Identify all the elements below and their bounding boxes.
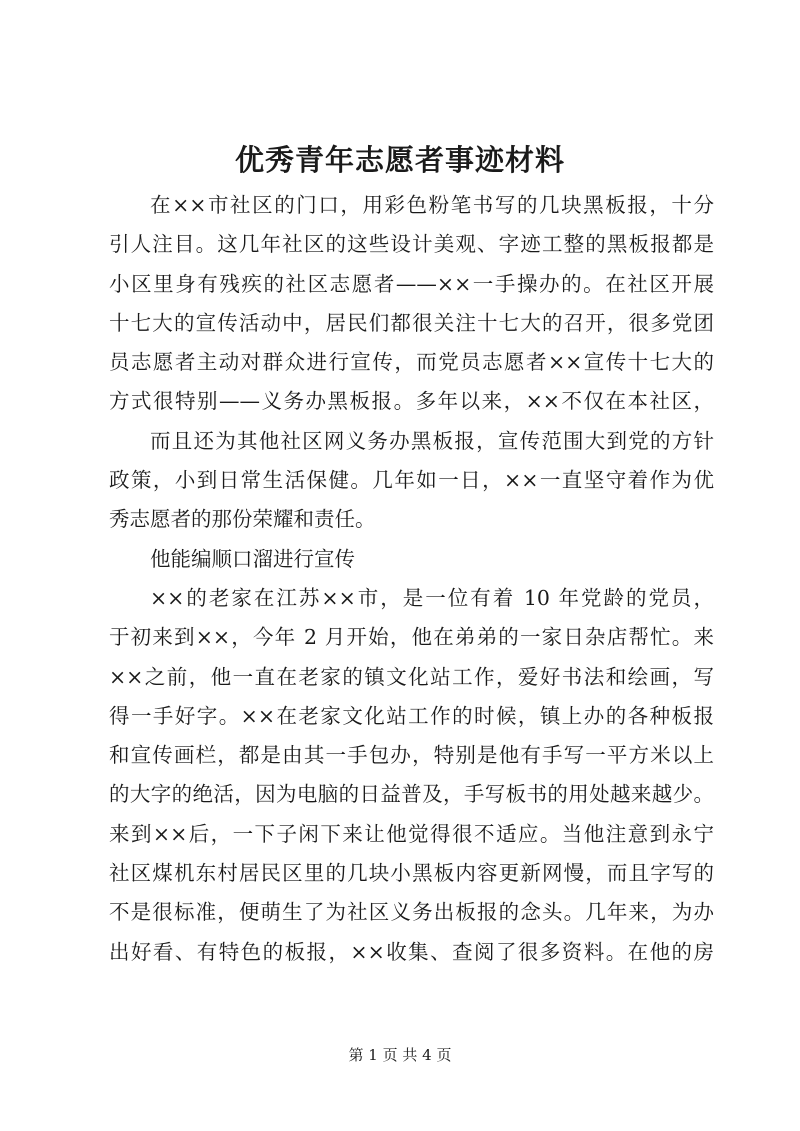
page-number-footer: 第 1 页 共 4 页 xyxy=(348,1046,452,1064)
text-line: 十七大的宣传活动中，居民们都很关注十七大的召开，很多党团 xyxy=(109,310,714,335)
section-heading: 他能编顺口溜进行宣传 xyxy=(150,546,355,571)
text-line: 在××市社区的门口，用彩色粉笔书写的几块黑板报，十分 xyxy=(150,193,714,217)
text-line: 的大字的绝活，因为电脑的日益普及，手写板书的用处越来越少。 xyxy=(109,782,714,807)
document-title: 优秀青年志愿者事迹材料 xyxy=(234,143,565,177)
text-line: 引人注目。这几年社区的这些设计美观、字迹工整的黑板报都是 xyxy=(109,232,714,257)
text-line: 和宣传画栏，都是由其一手包办，特别是他有手写一平方米以上 xyxy=(109,743,714,768)
text-line: ××的老家在江苏××市，是一位有着 10 年党龄的党员， xyxy=(150,585,714,610)
text-line: 来到××后，一下子闲下来让他觉得很不适应。当他注意到永宁 xyxy=(109,821,714,846)
text-line: 员志愿者主动对群众进行宣传，而党员志愿者××宣传十七大的 xyxy=(109,350,714,375)
text-line: 政策，小到日常生活保健。几年如一日，××一直坚守着作为优 xyxy=(109,468,714,493)
document-body xyxy=(109,186,714,972)
text-line: 得一手好字。××在老家文化站工作的时候，镇上办的各种板报 xyxy=(109,703,714,728)
text-line: 于初来到××，今年 2 月开始，他在弟弟的一家日杂店帮忙。来 xyxy=(109,625,714,650)
text-line: 社区煤机东村居民区里的几块小黑板内容更新网慢，而且字写的 xyxy=(109,861,714,886)
text-line: 小区里身有残疾的社区志愿者——××一手操办的。在社区开展 xyxy=(109,271,714,296)
text-line: 方式很特别——义务办黑板报。多年以来，××不仅在本社区， xyxy=(109,389,714,414)
text-line: 出好看、有特色的板报，××收集、查阅了很多资料。在他的房 xyxy=(109,939,714,964)
text-line: 秀志愿者的那份荣耀和责任。 xyxy=(109,507,376,532)
text-line: 而且还为其他社区网义务办黑板报，宣传范围大到党的方针 xyxy=(150,428,714,453)
text-line: 不是很标准，便萌生了为社区义务出板报的念头。几年来，为办 xyxy=(109,900,714,925)
text-line: ××之前，他一直在老家的镇文化站工作，爱好书法和绘画，写 xyxy=(109,664,714,689)
